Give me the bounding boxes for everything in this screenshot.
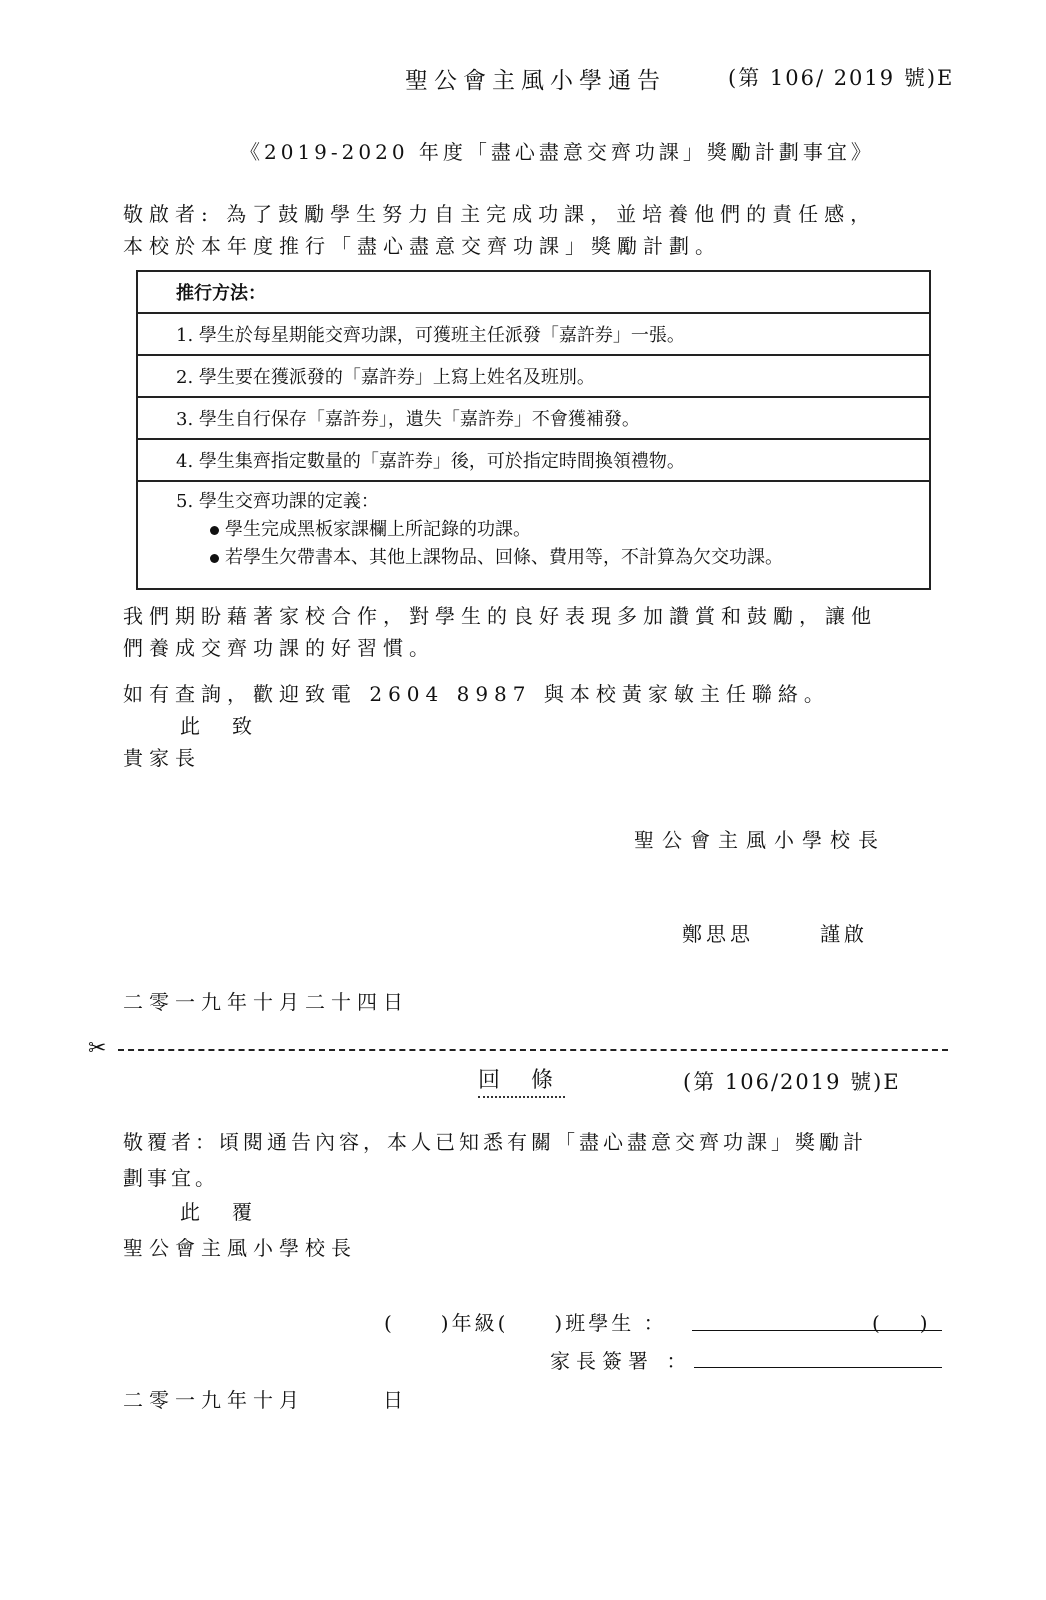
scissors-icon: ✂: [88, 1036, 107, 1061]
parent-signature-field[interactable]: [694, 1367, 942, 1368]
greeting: [123, 198, 876, 262]
method-item-4: 4. 學生集齊指定數量的「嘉許券」後，可於指定時間換領禮物。: [137, 439, 930, 481]
signer-name: 鄭思思: [682, 922, 754, 946]
notice-number: (第 106/ 2019 號)E: [728, 66, 955, 90]
contact-text: 如有查詢，歡迎致電 2604 8987 與本校黃家敏主任聯絡。: [123, 682, 830, 706]
reply-closing-2: 聖公會主風小學校長: [123, 1236, 357, 1260]
notice-subtitle: 《2019-2020 年度「盡心盡意交齊功課」獎勵計劃事宜》: [240, 140, 875, 164]
reply-number: (第 106/2019 號)E: [683, 1070, 901, 1094]
reply-text: 敬覆者：頃閱通告內容，本人已知悉有關「盡心盡意交齊功課」獎勵計 劃事宜。: [123, 1130, 867, 1190]
student-label: ( )年級( )班學生 ：: [384, 1311, 667, 1335]
signer-respect: 謹啟: [820, 922, 868, 946]
reply-closing-1: 此 覆: [180, 1200, 258, 1224]
greeting-line-2: 本校於本年度推行「盡心盡意交齊功課」獎勵計劃。: [123, 234, 721, 258]
reply-date: 二零一九年十月 日: [123, 1388, 409, 1412]
signer-title: 聖公會主風小學校長: [634, 828, 886, 852]
closing-line-2: 貴家長: [123, 746, 201, 770]
method-item-3: 3. 學生自行保存「嘉許券」，遺失「嘉許券」不會獲補發。: [137, 397, 930, 439]
notice-date: 二零一九年十月二十四日: [123, 990, 409, 1014]
method-item-2: 2. 學生要在獲派發的「嘉許券」上寫上姓名及班別。: [137, 355, 930, 397]
class-number-paren: ( ): [872, 1311, 928, 1335]
methods-table: [136, 270, 931, 590]
closing-line-1: 此 致: [180, 714, 258, 738]
paragraph-1: 我們期盼藉著家校合作，對學生的良好表現多加讚賞和鼓勵，讓他 們養成交齊功課的好習慣。: [123, 604, 877, 660]
notice-title: 聖公會主風小學通告: [405, 68, 666, 94]
bullet-icon: [210, 526, 219, 535]
method-item-5: [137, 481, 930, 589]
dashed-divider: [118, 1049, 948, 1051]
methods-heading: 推行方法：: [137, 271, 930, 313]
cut-line: [88, 1036, 948, 1061]
greeting-line-1: 敬啟者: 為了鼓勵學生努力自主完成功課，並培養他們的責任感，: [123, 202, 877, 226]
method-bullet-2: 若學生欠帶書本、其他上課物品、回條、費用等，不計算為欠交功課。: [176, 544, 929, 572]
method-item-5-title: 5. 學生交齊功課的定義：: [176, 491, 379, 512]
method-bullet-1: 學生完成黑板家課欄上所記錄的功課。: [176, 516, 929, 544]
method-item-1: 1. 學生於每星期能交齊功課，可獲班主任派發「嘉許券」一張。: [137, 313, 930, 355]
bullet-icon: [210, 554, 219, 563]
parent-signature-label: 家長簽署 ：: [550, 1349, 693, 1373]
reply-title: 回 條: [478, 1063, 565, 1098]
